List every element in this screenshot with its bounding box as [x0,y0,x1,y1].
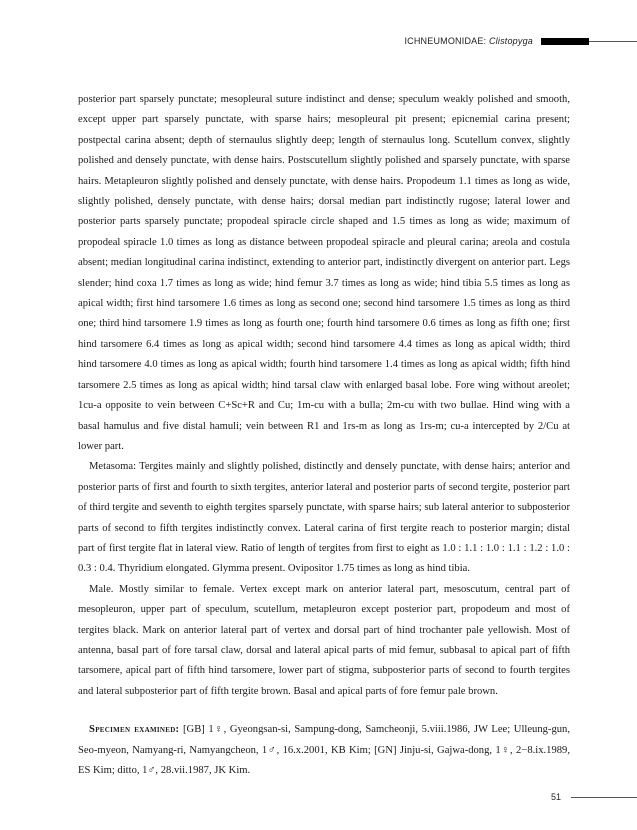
paragraph-metasoma: Metasoma: Tergites mainly and slightly polished, distinctly and densely punctate, with dense hairs; anterior and posterior parts of first and fourth to sixth tergites, anterior lateral and posterior parts of second tergite, posterior part of third tergite and seventh to eighth tergites sparsely punctate, with sparse hairs; sub lateral anterior to subposterior parts of second to fifth tergites indistinctly convex. Lateral carina of first tergite reach to posterior margin; distal part of first tergite flat in lateral view. Ratio of length of tergites from first to eight as 1.0 : 1.1 : 1.0 : 1.1 : 1.2 : 1.0 : 0.3 : 0.4. Thyridium elongated. Glymma present. Ovipositor 1.75 times as long as hind tibia. [78,461,570,575]
running-header-text [404,36,533,46]
header-family: ICHNEUMONIDAE: [404,36,487,46]
specimen-text: [GB] 1♀, Gyeongsan-si, Sampung-dong, Samcheonji, 5.viii.1986, JW Lee; Ulleung-gun, Seo-myeon, Namyang-ri, Namyangcheon, 1♂, 16.x.2001, KB Kim; [GN] Jinju-si, Gajwa-dong, 1♀, 2−8.ix.1989, ES Kim; ditto, 1♂, 28.vii.1987, JK Kim. [78,724,570,776]
paragraph-male: Male. Mostly similar to female. Vertex except mark on anterior lateral part, mesoscutum, central part of mesopleuron, upper part of speculum, scutellum, metapleuron except posterior part, propodeum and most of tergites black. Mark on anterior lateral part of vertex and dorsal part of hind trochanter pale yellowish. Most of antenna, basal part of fore tarsal claw, dorsal and lateral apical parts of mid femur, subbasal to apical part of fifth tarsomere, apical part of fifth hind tarsomere, lower part of stigma, subposterior parts of second to fourth tergites and lateral subposterior part of fifth tergite brown. Basal and apical parts of fore femur pale brown. [78,583,570,697]
header-bar-thin [589,41,637,42]
footer-rule [571,797,637,798]
header-genus: Clistopyga [488,36,533,46]
page-body [78,90,570,781]
header-rule [541,38,637,45]
running-header [404,34,637,48]
page-number: 51 [550,792,561,802]
page-footer [551,792,637,802]
specimen-heading: Specimen examined: [89,724,180,736]
header-bar-thick [541,38,589,45]
paragraph-mesosoma-description: posterior part sparsely punctate; mesopleural suture indistinct and dense; speculum weakly polished and smooth, except upper part sparsely punctate, with sparse hairs; mesopleural pit present; epicnemial carina present; postpectal carina absent; depth of sternaulus slightly deep; length of sternaulus long. Scutellum convex, slightly polished and densely punctate, with dense hairs. Postscutellum slightly polished and sparsely punctate, with sparse hairs. Metapleuron slightly polished and densely punctate, with dense hairs. Propodeum 1.1 times as long as wide, slightly polished, densely punctate, with dense hairs; dorsal median part indistinctly rugose; lateral lower and posterior parts sparsely punctate; propodeal spiracle circle shaped and 1.5 times as long as wide; maximum of propodeal spiracle 1.0 times as long as distance between propodeal spiracle and pleural carina; areola and costula absent; median longitudinal carina indistinct, extending to anterior part, indistinctly divergent on anterior part. Legs slender; hind coxa 1.7 times as long as wide; hind femur 3.7 times as long as wide; hind tibia 5.5 times as long as apical width; first hind tarsomere 1.6 times as long as second one; second hind tarsomere 1.5 times as long as third one; third hind tarsomere 1.9 times as long as fourth one; fourth hind tarsomere 0.6 times as long as fifth one; first hind tarsomere 6.4 times as long as apical width; second hind tarsomere 4.4 times as long as apical width; third hind tarsomere 4.0 times as long as apical width; fourth hind tarsomere 1.4 times as long as apical width; fifth hind tarsomere 2.5 times as long as apical width; hind tarsal claw with enlarged basal lobe. Fore wing without areolet; 1cu-a opposite to vein between C+Sc+R and Cu; 1m-cu with a bulla; 2m-cu with two bullae. Hind wing with a basal hamulus and five distal hamuli; vein between R1 and 1rs-m as long as 1rs-m; cu-a intercepted by 2/Cu at lower part. [78,94,570,452]
specimen-examined [78,720,570,781]
